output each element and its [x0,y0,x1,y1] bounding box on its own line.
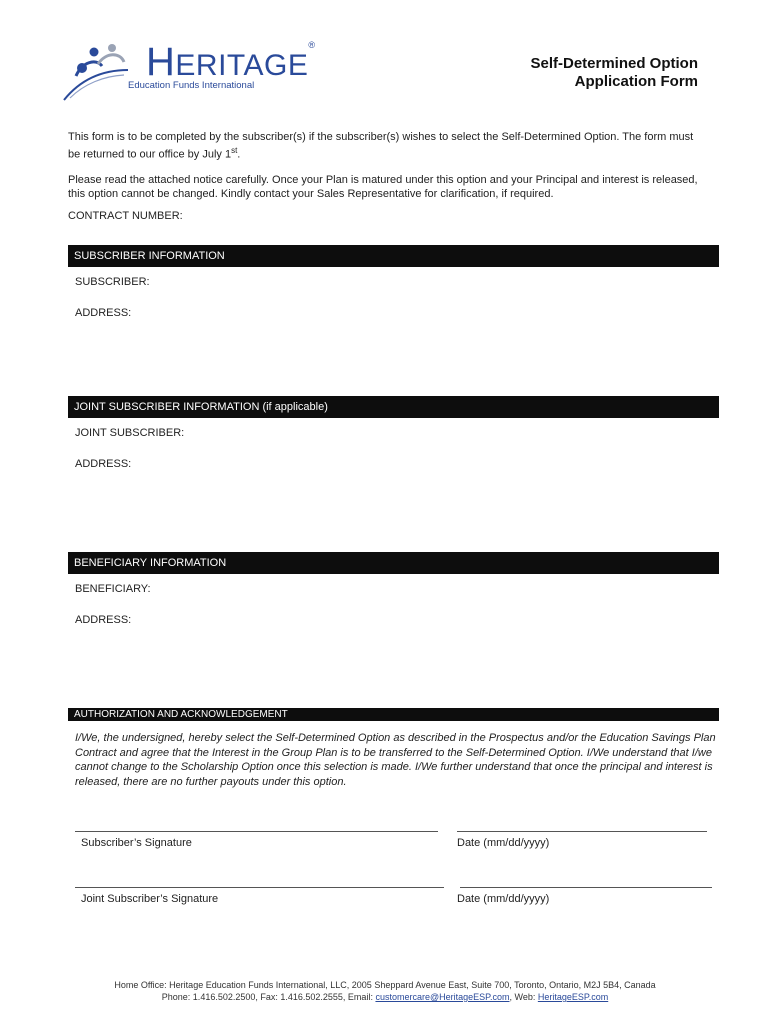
contract-number-label: CONTRACT NUMBER: [68,210,183,222]
footer-email-link[interactable]: customercare@HeritageESP.com [375,992,510,1002]
footer-web-link[interactable]: HeritageESP.com [537,992,609,1002]
footer-contact: Phone: 1.416.502.2500, Fax: 1.416.502.2555, Email: customercare@HeritageESP.com, Web: HeritageESP.com [161,992,609,1002]
heritage-logo [62,40,316,102]
joint-signature-label: Joint Subscriber’s Signature [81,893,219,905]
subscriber-signature-label: Subscriber’s Signature [81,837,192,849]
authorization-section-header: AUTHORIZATION AND ACKNOWLEDGEMENT [68,708,719,721]
logo-wordmark: HERITAGE® [146,40,316,84]
authorization-text: I/We, the undersigned, hereby select the Self-Determined Option as described in the Prospectus and/or the Education Savings Plan Contract and agree that the Interest in the Group Plan is to be transferred to the Self-Determined Option. I/We understand that I/we cannot change to the Scholarship Option once this selection is made. I/We further understand that once the principal and interest is released, there are no further payouts under this option. [75,732,716,788]
footer-address: Home Office: Heritage Education Funds International, LLC, 2005 Sheppard Avenue East, Suite 700, Toronto, Ontario, M2J 5B4, Canada [114,980,656,990]
subscriber-label: SUBSCRIBER: [75,276,150,288]
logo-subtitle: Education Funds International [128,80,255,91]
heritage-swirl-icon [62,40,152,102]
joint-date-line[interactable] [460,887,712,888]
beneficiary-label: BENEFICIARY: [75,583,151,595]
footer [0,979,770,1003]
form-title: Self-Determined Option Application Form [530,55,698,90]
subscriber-section-header: SUBSCRIBER INFORMATION [68,245,719,267]
joint-subscriber-label: JOINT SUBSCRIBER: [75,427,185,439]
joint-signature-line[interactable] [75,887,444,888]
beneficiary-address-label: ADDRESS: [75,614,132,626]
subscriber-date-label: Date (mm/dd/yyyy) [457,837,550,849]
notice-paragraph: Please read the attached notice carefully. Once your Plan is matured under this option and your Principal and interest is released, this option cannot be changed. Kindly contact your Sales Representative for clarification, if required. [68,174,698,200]
joint-subscriber-section-header: JOINT SUBSCRIBER INFORMATION (if applicable) [68,396,719,418]
subscriber-date-line[interactable] [457,831,707,832]
joint-date-label: Date (mm/dd/yyyy) [457,893,550,905]
beneficiary-section-header: BENEFICIARY INFORMATION [68,552,719,574]
joint-subscriber-address-label: ADDRESS: [75,458,132,470]
subscriber-signature-line[interactable] [75,831,438,832]
subscriber-address-label: ADDRESS: [75,307,132,319]
intro-paragraph: This form is to be completed by the subscriber(s) if the subscriber(s) wishes to select the Self-Determined Option. The form must be returned to our office by July 1st. [68,131,694,161]
